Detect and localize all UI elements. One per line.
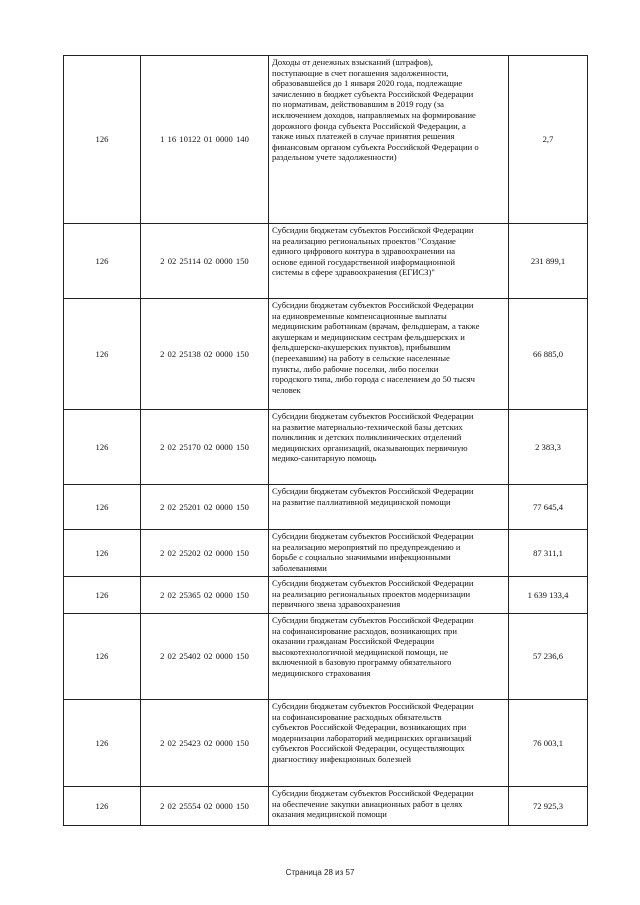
description-cell: Доходы от денежных взысканий (штрафов), поступающие в счет погашения задолженности, образовавшейся до 1 января 2020 года, подлежащие зачислению в бюджет субъекта Российской Федерации по нормативам, действовавшим в 2019 году (за исключением доходов, направляемых на формирование дорожного фонда субъекта Российской Федерации, а также иных платежей в случае принятия решения финансовым органом субъекта Российской Федерации о раздельном учете задолженности) [269,56,509,223]
budget-code-cell: 2 02 25402 02 0000 150 [141,614,269,699]
amount-cell: 66 885,0 [509,299,588,409]
budget-code-cell: 2 02 25423 02 0000 150 [141,700,269,786]
description-cell: Субсидии бюджетам субъектов Российской Федерации на единовременные компенсационные выплаты медицинским работникам (врачам, фельдшерам, а также акушеркам и медицинским сестрам фельдшерских и фельдшерско-акушерских пунктов), прибывшим (переехавшим) на работу в сельские населенные пункты, либо рабочие поселки, либо поселки городского типа, либо города с населением до 50 тысяч человек [269,299,509,409]
table-row [64,56,588,224]
table-row [64,299,588,410]
budget-code-cell: 2 02 25554 02 0000 150 [141,787,269,825]
budget-code-cell: 2 02 25114 02 0000 150 [141,224,269,298]
description-cell: Субсидии бюджетам субъектов Российской Федерации на софинансирование расходных обязательств субъектов Российской Федерации, возникающих при модернизации лабораторий медицинских организаций субъектов Российской Федерации, осуществляющих диагностику инфекционных болезней [269,700,509,786]
amount-cell: 57 236,6 [509,614,588,699]
admin-code-cell: 126 [64,56,141,223]
table-row [64,485,588,530]
table-row [64,577,588,614]
page-number: Страница 28 из 57 [285,868,355,877]
admin-code-cell: 126 [64,530,141,576]
description-cell: Субсидии бюджетам субъектов Российской Федерации на реализацию мероприятий по предупреждению и борьбе с социально значимыми инфекционными заболеваниями [269,530,509,576]
table-row [64,530,588,577]
budget-code-cell: 2 02 25201 02 0000 150 [141,485,269,529]
description-cell: Субсидии бюджетам субъектов Российской Федерации на софинансирование расходов, возникающих при оказании гражданам Российской Федерации высокотехнологичной медицинской помощи, не включенной в базовую программу обязательного медицинского страхования [269,614,509,699]
amount-cell: 2 383,3 [509,410,588,484]
description-cell: Субсидии бюджетам субъектов Российской Федерации на развитие паллиативной медицинской помощи [269,485,509,529]
admin-code-cell: 126 [64,700,141,786]
admin-code-cell: 126 [64,410,141,484]
budget-code-cell: 2 02 25202 02 0000 150 [141,530,269,576]
admin-code-cell: 126 [64,485,141,529]
table-row [64,614,588,700]
amount-cell: 231 899,1 [509,224,588,298]
budget-code-cell: 2 02 25170 02 0000 150 [141,410,269,484]
budget-code-cell: 2 02 25138 02 0000 150 [141,299,269,409]
table-row [64,410,588,485]
description-cell: Субсидии бюджетам субъектов Российской Федерации на развитие материально-технической базы детских поликлиник и детских поликлинических отделений медицинских организаций, оказывающих первичную медико-санитарную помощь [269,410,509,484]
description-cell: Субсидии бюджетам субъектов Российской Федерации на обеспечение закупки авиационных работ в целях оказания медицинской помощи [269,787,509,825]
table-row [64,700,588,787]
budget-code-cell: 1 16 10122 01 0000 140 [141,56,269,223]
amount-cell: 76 003,1 [509,700,588,786]
table-row [64,224,588,299]
amount-cell: 2,7 [509,56,588,223]
description-cell: Субсидии бюджетам субъектов Российской Федерации на реализацию региональных проектов "Создание единого цифрового контура в здравоохранении на основе единой государственной информационной системы в сфере здравоохранения (ЕГИСЗ)" [269,224,509,298]
admin-code-cell: 126 [64,299,141,409]
budget-code-cell: 2 02 25365 02 0000 150 [141,577,269,613]
admin-code-cell: 126 [64,787,141,825]
amount-cell: 87 311,1 [509,530,588,576]
description-cell: Субсидии бюджетам субъектов Российской Федерации на реализацию региональных проектов модернизации первичного звена здравоохранения [269,577,509,613]
admin-code-cell: 126 [64,614,141,699]
amount-cell: 77 645,4 [509,485,588,529]
amount-cell: 72 925,3 [509,787,588,825]
revenue-table [63,55,588,826]
admin-code-cell: 126 [64,577,141,613]
admin-code-cell: 126 [64,224,141,298]
table-row [64,787,588,826]
amount-cell: 1 639 133,4 [509,577,588,613]
